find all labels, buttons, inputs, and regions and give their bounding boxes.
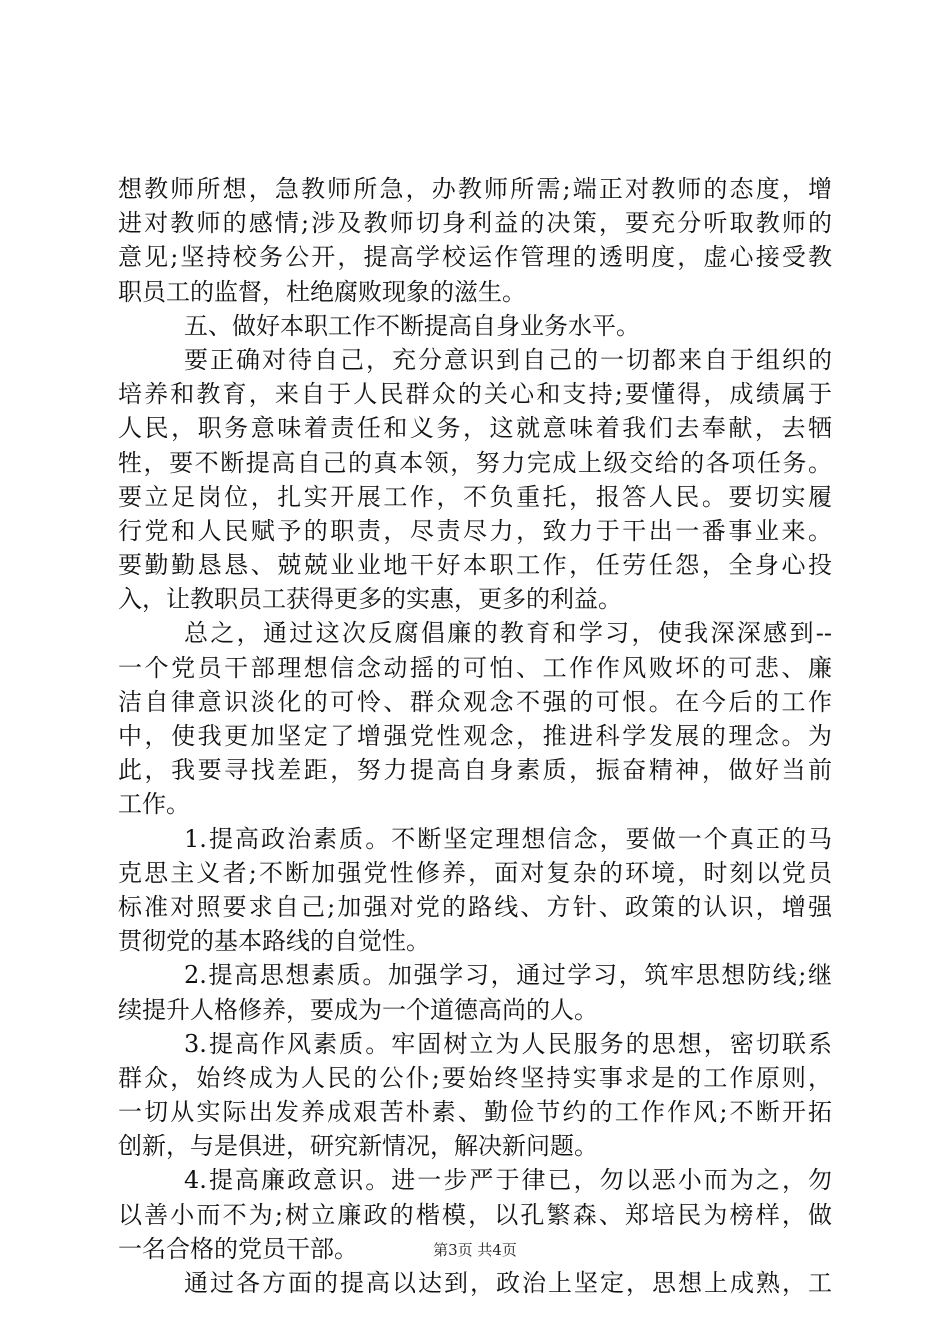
text-line: 意见;坚持校务公开，提高学校运作管理的透明度，虚心接受教 (118, 243, 832, 272)
text-line: 入，让教职员工获得更多的实惠，更多的利益。 (118, 585, 622, 614)
text-line: 洁自律意识淡化的可怜、群众观念不强的可恨。在今后的工作 (118, 687, 832, 716)
text-line: 4.提高廉政意识。进一步严于律已，勿以恶小而为之，勿 (184, 1166, 832, 1195)
text-line: 一个党员干部理想信念动摇的可怕、工作作风败坏的可悲、廉 (118, 653, 832, 682)
text-line: 行党和人民赋予的职责，尽责尽力，致力于干出一番事业来。 (118, 516, 832, 545)
document-body (118, 172, 832, 1300)
text-line: 通过各方面的提高以达到，政治上坚定，思想上成熟，工 (184, 1269, 832, 1297)
text-line: 进对教师的感情;涉及教师切身利益的决策，要充分听取教师的 (118, 209, 832, 238)
text-line: 人民，职务意味着责任和义务，这就意味着我们去奉献，去牺 (118, 414, 832, 443)
text-line: 1.提高政治素质。不断坚定理想信念，要做一个真正的马 (184, 824, 832, 853)
text-line: 总之，通过这次反腐倡廉的教育和学习，使我深深感到-- (184, 619, 832, 648)
text-line: 贯彻党的基本路线的自觉性。 (118, 927, 430, 956)
text-line: 创新，与是俱进，研究新情况，解决新问题。 (118, 1132, 598, 1161)
text-line: 标准对照要求自己;加强对党的路线、方针、政策的认识，增强 (118, 892, 832, 921)
text-line: 培养和教育，来自于人民群众的关心和支持;要懂得，成绩属于 (118, 380, 832, 409)
text-line: 群众，始终成为人民的公仆;要始终坚持实事求是的工作原则， (118, 1063, 832, 1092)
text-line: 牲，要不断提高自己的真本领，努力完成上级交给的各项任务。 (118, 448, 832, 477)
text-line: 工作。 (118, 790, 190, 819)
text-line: 要勤勤恳恳、兢兢业业地干好本职工作，任劳任怨，全身心投 (118, 551, 832, 580)
text-line: 2.提高思想素质。加强学习，通过学习，筑牢思想防线;继 (184, 961, 832, 990)
text-line: 五、做好本职工作不断提高自身业务水平。 (184, 311, 640, 340)
text-line: 克思主义者;不断加强党性修养，面对复杂的环境，时刻以党员 (118, 858, 832, 887)
text-line: 想教师所想，急教师所急，办教师所需;端正对教师的态度，增 (118, 175, 832, 203)
text-line: 职员工的监督，杜绝腐败现象的滋生。 (118, 277, 526, 306)
page-footer: 第3页 共4页 (433, 1241, 517, 1259)
text-line: 一切从实际出发养成艰苦朴素、勤俭节约的工作作风;不断开拓 (118, 1098, 832, 1127)
text-line: 一名合格的党员干部。 (118, 1234, 358, 1263)
text-line: 要立足岗位，扎实开展工作，不负重托，报答人民。要切实履 (118, 482, 832, 511)
text-line: 中，使我更加坚定了增强党性观念，推进科学发展的理念。为 (118, 722, 832, 750)
text-line: 以善小而不为;树立廉政的楷模，以孔繁森、郑培民为榜样，做 (118, 1200, 832, 1229)
text-line: 3.提高作风素质。牢固树立为人民服务的思想，密切联系 (184, 1029, 832, 1058)
text-line: 此，我要寻找差距，努力提高自身素质，振奋精神，做好当前 (118, 756, 832, 785)
text-line: 续提升人格修养，要成为一个道德高尚的人。 (118, 995, 598, 1024)
text-line: 要正确对待自己，充分意识到自己的一切都来自于组织的 (184, 345, 832, 374)
